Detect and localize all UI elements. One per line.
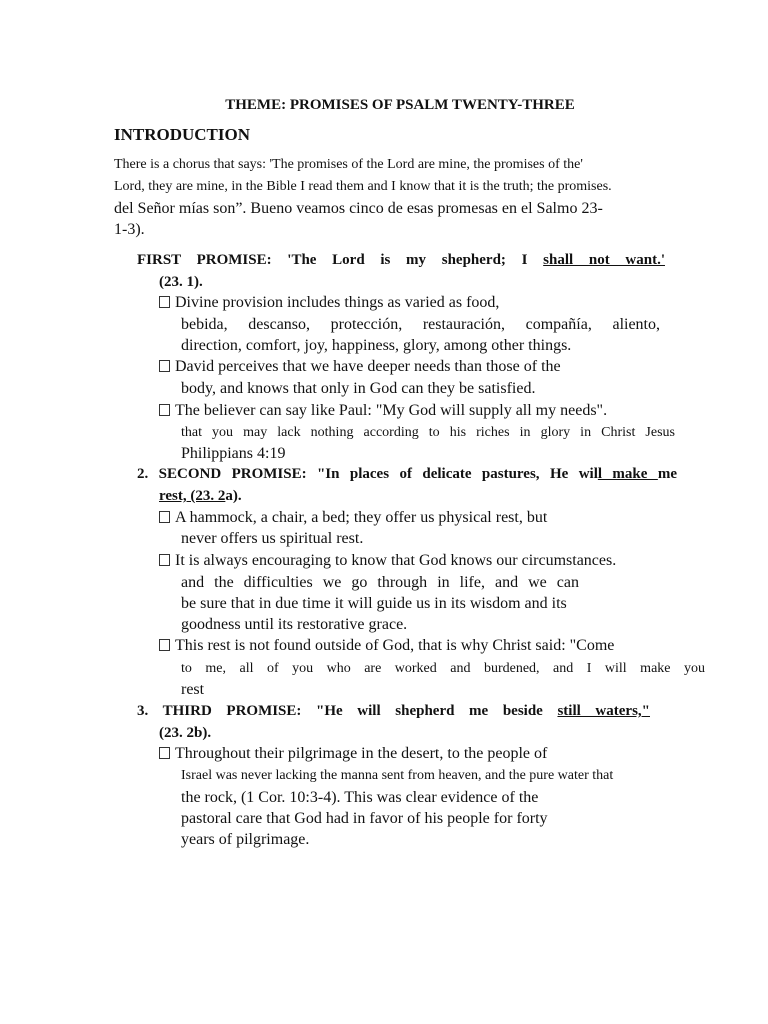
page-title: THEME: PROMISES OF PSALM TWENTY-THREE xyxy=(225,97,575,113)
promise-3-bullet-1-line-3: the rock, (1 Cor. 10:3-4). This was clear evidence of the xyxy=(181,789,539,806)
promise-1-bullet-2: David perceives that we have deeper needs than those of the xyxy=(159,358,561,376)
promise-2-bullet-3-line-2: to me, all of you who are worked and burdened, and I will make you xyxy=(181,661,705,676)
promise-3-bullet-1-line-5: years of pilgrimage. xyxy=(181,831,310,848)
promise-3-bullet-1-line-4: pastoral care that God had in favor of his people for forty xyxy=(181,810,548,827)
intro-line-2: Lord, they are mine, in the Bible I read them and I know that it is the truth; the promises. xyxy=(114,179,612,194)
intro-line-3: del Señor mías son”. Bueno veamos cinco de esas promesas en el Salmo 23- xyxy=(114,200,603,217)
promise-1-bullet-1-line-3: direction, comfort, joy, happiness, glory, among other things. xyxy=(181,337,572,354)
promise-2-reference: rest, (23. 2a). xyxy=(159,488,242,504)
promise-3-bullet-1: Throughout their pilgrimage in the desert, to the people of xyxy=(159,745,547,763)
promise-2-bullet-3: This rest is not found outside of God, that is why Christ said: "Come xyxy=(159,637,614,655)
promise-1-reference: (23. 1). xyxy=(159,274,203,290)
promise-1-heading: FIRST PROMISE: 'The Lord is my shepherd; I shall not want.' xyxy=(137,252,665,268)
promise-3-reference: (23. 2b). xyxy=(159,725,212,741)
promise-1-bullet-3-line-3: Philippians 4:19 xyxy=(181,445,286,462)
promise-2-bullet-2-line-3: be sure that in due time it will guide us in its wisdom and its xyxy=(181,595,567,612)
promise-1-bullet-3-line-2: that you may lack nothing according to his riches in glory in Christ Jesus xyxy=(181,425,675,440)
promise-2-bullet-1: A hammock, a chair, a bed; they offer us physical rest, but xyxy=(159,509,547,527)
bullet-box-icon xyxy=(159,639,170,651)
bullet-box-icon xyxy=(159,554,170,566)
promise-2-heading: 2. SECOND PROMISE: "In places of delicate pastures, He will make me xyxy=(137,466,677,482)
intro-line-1: There is a chorus that says: 'The promises of the Lord are mine, the promises of the' xyxy=(114,157,583,172)
bullet-box-icon xyxy=(159,511,170,523)
promise-2-bullet-2-line-2: and the difficulties we go through in life, and we can xyxy=(181,574,579,591)
promise-1-bullet-1: Divine provision includes things as varied as food, xyxy=(159,294,499,312)
promise-2-bullet-1-line-2: never offers us spiritual rest. xyxy=(181,530,364,547)
intro-line-4: 1-3). xyxy=(114,221,145,238)
bullet-box-icon xyxy=(159,296,170,308)
promise-1-bullet-1-line-2: bebida, descanso, protección, restauración, compañía, aliento, xyxy=(181,316,660,333)
bullet-box-icon xyxy=(159,404,170,416)
introduction-heading: INTRODUCTION xyxy=(114,125,251,144)
bullet-box-icon xyxy=(159,360,170,372)
promise-3-bullet-1-line-2: Israel was never lacking the manna sent from heaven, and the pure water that xyxy=(181,768,614,783)
bullet-box-icon xyxy=(159,747,170,759)
promise-2-bullet-2: It is always encouraging to know that God knows our circumstances. xyxy=(159,552,616,570)
promise-2-bullet-3-line-3: rest xyxy=(181,681,205,698)
promise-1-bullet-3: The believer can say like Paul: "My God will supply all my needs". xyxy=(159,402,607,420)
promise-2-bullet-2-line-4: goodness until its restorative grace. xyxy=(181,616,408,633)
promise-1-bullet-2-line-2: body, and knows that only in God can they be satisfied. xyxy=(181,380,536,397)
promise-3-heading: 3. THIRD PROMISE: "He will shepherd me beside still waters," xyxy=(137,703,650,719)
